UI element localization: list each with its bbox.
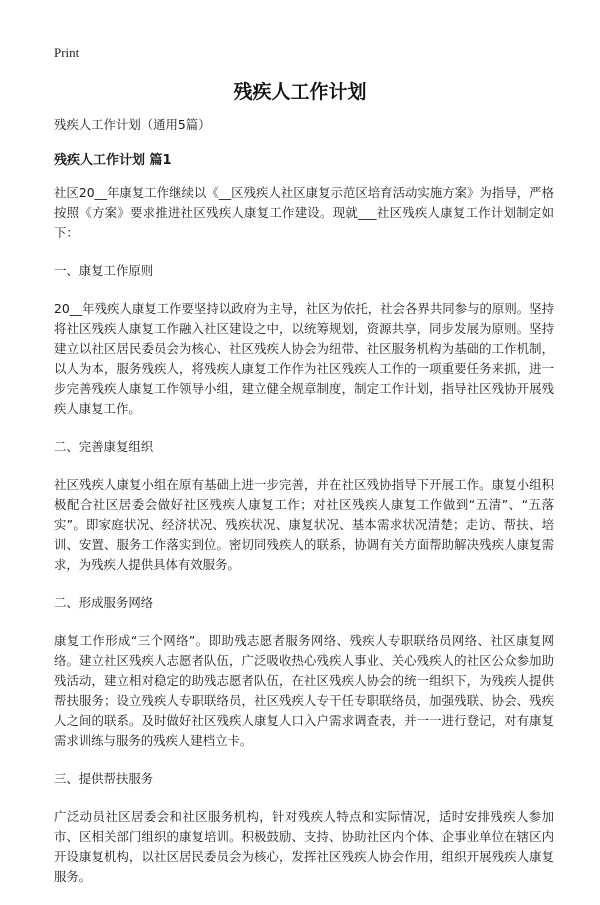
section-heading: 残疾人工作计划 篇1 — [54, 153, 172, 168]
item-heading: 二、形成服务网络 — [54, 595, 154, 610]
item-heading: 三、提供帮扶服务 — [54, 771, 154, 786]
item-paragraph: 康复工作形成“三个网络”。即助残志愿者服务网络、残疾人专职联络员网络、社区康复网络。建立社区残疾人志愿者队伍，广泛吸收热心残疾人事业、关心残疾人的社区公众参加助残活动，建立相对稳定的助残志愿者队伍，在社区残疾人协会的统一组织下，为残疾人提供帮扶服务；设立残疾人专职联络员，社区残疾人专干任专职联络员，加强残联、协会、残疾人之间的联系。及时做好社区残疾人康复人口入户需求调查表，并一一进行登记，对有康复需求训练与服务的残疾人建档立卡。 — [54, 633, 554, 748]
document-title: 残疾人工作计划 — [233, 81, 367, 103]
print-link[interactable]: Print — [54, 45, 80, 60]
document-subtitle: 残疾人工作计划（通用5篇） — [54, 117, 211, 132]
document-body — [54, 115, 554, 905]
intro-paragraph: 社区20__年康复工作继续以《__区残疾人社区康复示范区培育活动实施方案》为指导，严格按照《方案》要求推进社区残疾人康复工作建设。现就___社区残疾人康复工作计划制定如下： — [54, 185, 554, 240]
item-heading: 一、康复工作原则 — [54, 263, 154, 278]
item-heading: 二、完善康复组织 — [54, 439, 154, 454]
item-paragraph: 广泛动员社区居委会和社区服务机构，针对残疾人特点和实际情况，适时安排残疾人参加市、区相关部门组织的康复培训。积极鼓励、支持、协助社区内个体、企事业单位在辖区内开设康复机构，以社区居民委员会为核心，发挥社区残疾人协会作用，组织开展残疾人康复服务。 — [54, 809, 554, 884]
item-paragraph: 社区残疾人康复小组在原有基础上进一步完善，并在社区残协指导下开展工作。康复小组积极配合社区居委会做好社区残疾人康复工作；对社区残疾人康复工作做到“五清”、“五落实”。即家庭状况、经济状况、残疾状况、康复状况、基本需求状况清楚；走访、帮扶、培训、安置、服务工作落实到位。密切同残疾人的联系，协调有关方面帮助解决残疾人康复需求，为残疾人提供具体有效服务。 — [54, 477, 554, 572]
item-paragraph: 20__年残疾人康复工作要坚持以政府为主导，社区为依托，社会各界共同参与的原则。坚持将社区残疾人康复工作融入社区建设之中，以统筹规划，资源共享，同步发展为原则。坚持建立以社区居民委员会为核心、社区残疾人协会为纽带、社区服务机构为基础的工作机制，以人为本，服务残疾人，将残疾人康复工作作为社区残疾人工作的一项重要任务来抓，进一步完善残疾人康复工作领导小组，建立健全规章制度，制定工作计划，指导社区残协开展残疾人康复工作。 — [54, 301, 554, 416]
